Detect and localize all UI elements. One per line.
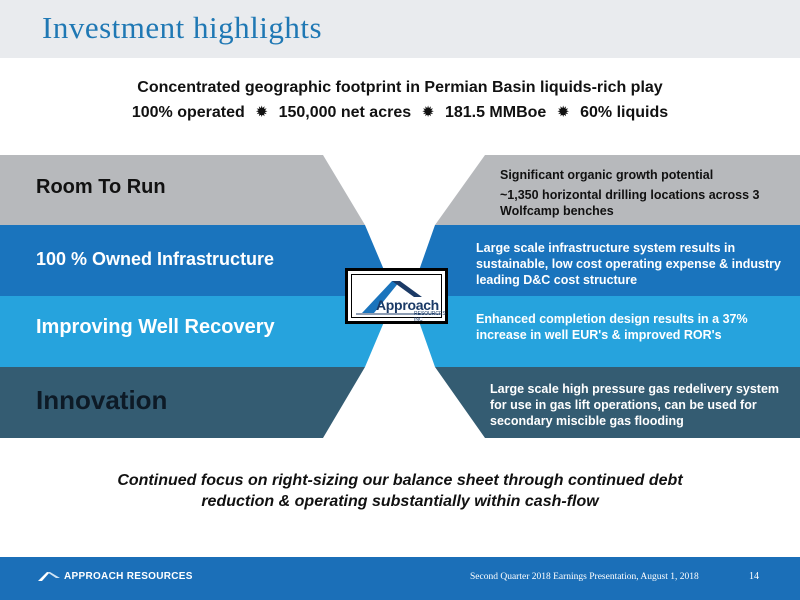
- logo-frame: [351, 274, 446, 323]
- closing-line: reduction & operating substantially within cash-flow: [201, 493, 599, 510]
- title-bar: [0, 0, 800, 58]
- bullet-gear-icon: ✹: [422, 104, 434, 119]
- description-line: Significant organic growth potential: [500, 168, 714, 182]
- band-description-innovation: Large scale high pressure gas redelivery system for use in gas lift operations, can be used for secondary miscible gas flooding: [490, 382, 780, 428]
- closing-statement: [0, 470, 800, 512]
- logo-subtext: RESOURCES INC: [414, 311, 446, 323]
- band-description-room-to-run: [500, 167, 790, 219]
- description-line: ~1,350 horizontal drilling locations across 3 Wolfcamp benches: [500, 188, 760, 218]
- logo-wordmark: Approach: [376, 297, 439, 313]
- footer-brand: APPROACH RESOURCES: [64, 571, 193, 582]
- band-description-improving-well-recovery: Enhanced completion design results in a 37% increase in well EUR's & improved ROR's: [476, 312, 748, 342]
- footer-bar: [0, 557, 800, 600]
- slide-title: Investment highlights: [42, 10, 323, 45]
- band-label-owned-infrastructure: 100 % Owned Infrastructure: [36, 249, 275, 269]
- stat-net-acres: 150,000 net acres: [278, 104, 412, 121]
- band-description-owned-infrastructure: Large scale infrastructure system results in sustainable, low cost operating expense & industry leading D&C cost structure: [476, 241, 781, 287]
- stat-reserves: 181.5 MMBoe: [444, 104, 547, 121]
- bullet-gear-icon: ✹: [557, 104, 569, 119]
- subtitle-line: Concentrated geographic footprint in Permian Basin liquids-rich play: [137, 79, 663, 96]
- band-label-innovation: Innovation: [36, 385, 168, 415]
- page-number: 14: [749, 571, 759, 582]
- footer-presentation-info: Second Quarter 2018 Earnings Presentation, August 1, 2018: [470, 572, 699, 582]
- band-label-improving-well-recovery: Improving Well Recovery: [36, 316, 275, 338]
- approach-logo: [345, 268, 448, 324]
- company-mountain-icon: [38, 570, 60, 582]
- bullet-gear-icon: ✹: [256, 104, 268, 119]
- band-label-room-to-run: Room To Run: [36, 176, 166, 198]
- stat-liquids: 60% liquids: [580, 104, 669, 121]
- closing-line: Continued focus on right-sizing our balance sheet through continued debt: [117, 472, 683, 489]
- stat-operated: 100% operated: [131, 104, 245, 121]
- stats-line: [0, 104, 800, 122]
